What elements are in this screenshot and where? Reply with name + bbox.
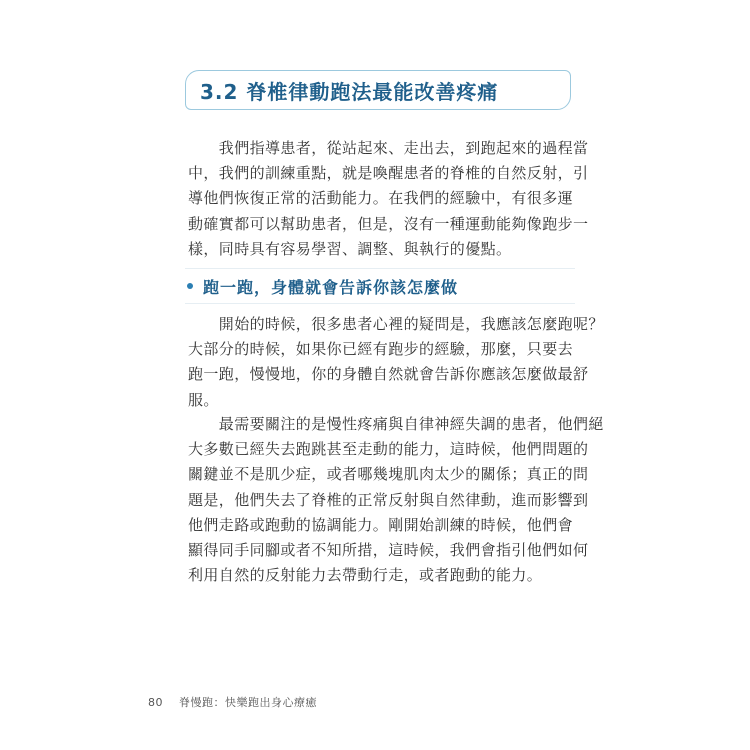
paragraph-intro bbox=[188, 136, 589, 262]
subheading-text: 跑一跑，身體就會告訴你該怎麼做 bbox=[203, 277, 459, 297]
running-book-title: 脊慢跑：快樂跑出身心療癒 bbox=[179, 696, 317, 709]
paragraph-line: 我們指導患者，從站起來、走出去，到跑起來的過程當 bbox=[188, 139, 589, 157]
paragraph-line: 中，我們的訓練重點，就是喚醒患者的脊椎的自然反射，引 bbox=[188, 164, 589, 183]
paragraph-line: 關鍵並不是肌少症，或者哪幾塊肌肉太少的關係；真正的問 bbox=[188, 465, 589, 484]
paragraph-line: 跑一跑，慢慢地，你的身體自然就會告訴你應該怎麼做最舒 bbox=[188, 365, 589, 384]
paragraph-line: 他們走路或跑動的協調能力。剛開始訓練的時候，他們會 bbox=[188, 515, 574, 534]
paragraph-line: 開始的時候，很多患者心裡的疑問是，我應該怎麼跑呢？ bbox=[188, 315, 604, 333]
paragraph-line: 動確實都可以幫助患者，但是，沒有一種運動能夠像跑步一 bbox=[188, 214, 589, 233]
paragraph-line: 服。 bbox=[188, 390, 219, 409]
paragraph-line: 導他們恢復正常的活動能力。在我們的經驗中，有很多運 bbox=[188, 189, 574, 208]
paragraph-line: 大部分的時候，如果你已經有跑步的經驗，那麼，只要去 bbox=[188, 340, 574, 359]
page-number: 80 bbox=[148, 695, 163, 709]
paragraph-how-to-run bbox=[188, 312, 604, 413]
section-title: 3.2 脊椎律動跑法最能改善疼痛 bbox=[200, 79, 499, 104]
paragraph-chronic-pain bbox=[188, 412, 604, 588]
paragraph-line: 大多數已經失去跑跳甚至走動的能力，這時候，他們問題的 bbox=[188, 440, 589, 459]
bullet-dot-icon bbox=[187, 283, 193, 289]
subheading bbox=[185, 268, 575, 304]
paragraph-line: 樣，同時具有容易學習、調整、與執行的優點。 bbox=[188, 239, 512, 258]
paragraph-line: 利用自然的反射能力去帶動行走，或者跑動的能力。 bbox=[188, 566, 543, 585]
page-footer bbox=[148, 694, 317, 710]
section-title-box bbox=[185, 70, 571, 110]
paragraph-line: 題是，他們失去了脊椎的正常反射與自然律動，進而影響到 bbox=[188, 490, 589, 509]
paragraph-line: 顯得同手同腳或者不知所措，這時候，我們會指引他們如何 bbox=[188, 540, 589, 559]
paragraph-line: 最需要關注的是慢性疼痛與自律神經失調的患者，他們絕 bbox=[188, 415, 604, 433]
